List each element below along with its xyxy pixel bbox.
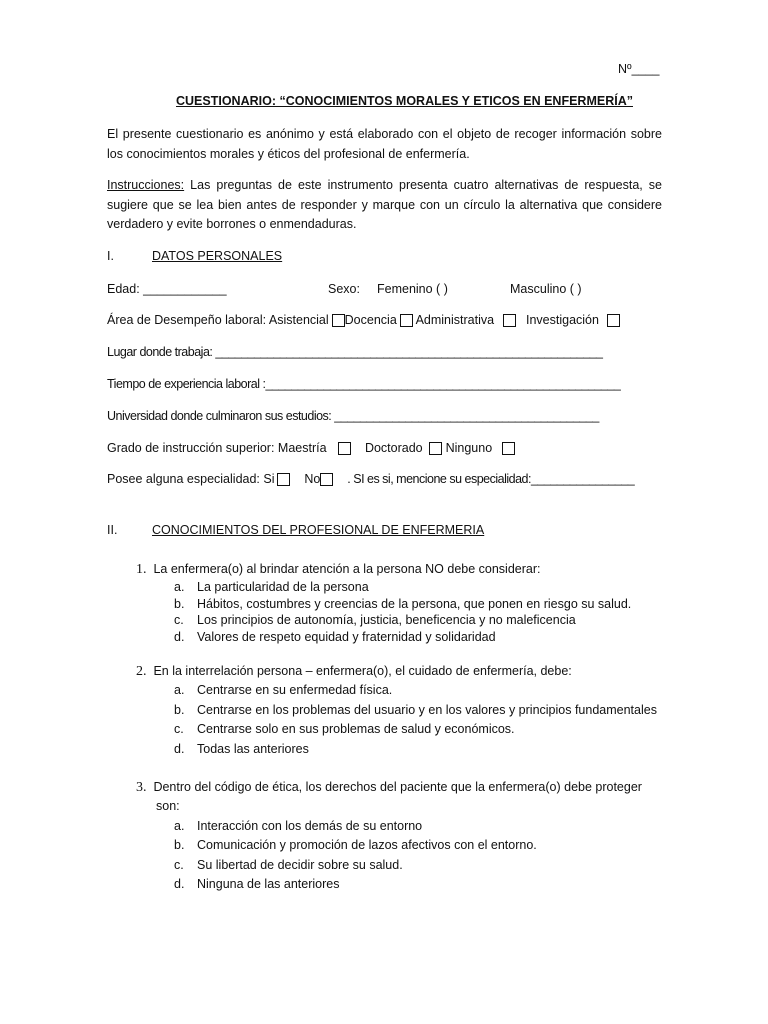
especialidad-label: Posee alguna especialidad: Si: [107, 472, 275, 486]
option-3c[interactable]: [174, 858, 403, 872]
area-investigacion-label: Investigación: [525, 313, 599, 327]
option-1c[interactable]: [174, 613, 576, 627]
especialidad-no-checkbox[interactable]: [320, 473, 333, 486]
area-docencia-label: Docencia: [344, 313, 397, 327]
section1-numeral: I.: [107, 249, 114, 263]
option-letter: d.: [174, 630, 185, 644]
question-text: En la interrelación persona – enfermera(o), el cuidado de enfermería, debe:: [153, 664, 572, 678]
option-text: La particularidad de la persona: [197, 580, 369, 594]
doctorado-checkbox[interactable]: [429, 442, 442, 455]
option-text: Ninguna de las anteriores: [197, 877, 340, 891]
instructions-paragraph: [107, 176, 662, 235]
sexo-masculino-option[interactable]: Masculino ( ): [510, 282, 582, 296]
option-letter: b.: [174, 597, 185, 611]
asistencial-checkbox[interactable]: [332, 314, 345, 327]
area-label: Área de Desempeño laboral: Asistencial: [107, 313, 329, 327]
option-text: Los principios de autonomía, justicia, beneficencia y no maleficencia: [197, 613, 576, 627]
option-text: Centrarse solo en sus problemas de salud y económicos.: [197, 722, 515, 736]
option-1a[interactable]: [174, 580, 369, 594]
option-text: Su libertad de decidir sobre su salud.: [197, 858, 403, 872]
tiempo-experiencia-field[interactable]: Tiempo de experiencia laboral :_______________________________________________________: [107, 377, 621, 391]
instructions-text: Las preguntas de este instrumento presenta cuatro alternativas de respuesta, se sugiere que se lea bien antes de responder y marque con un círculo la alternativa que considere verdadero y evite borrones o enmendaduras.: [107, 178, 662, 231]
question-3: [136, 780, 642, 796]
sexo-femenino-option[interactable]: Femenino ( ): [377, 282, 448, 296]
universidad-field[interactable]: Universidad donde culminaron sus estudios: _________________________________________: [107, 409, 599, 423]
sexo-label: Sexo:: [328, 282, 360, 296]
option-text: Valores de respeto equidad y fraternidad y solidaridad: [197, 630, 496, 644]
question-1: [136, 562, 540, 578]
lugar-trabajo-field[interactable]: Lugar donde trabaja: ____________________________________________________________: [107, 345, 603, 359]
option-3b[interactable]: [174, 838, 537, 852]
option-letter: b.: [174, 838, 185, 852]
option-text: Interacción con los demás de su entorno: [197, 819, 423, 833]
option-text: Hábitos, costumbres y creencias de la persona, que ponen en riesgo su salud.: [197, 597, 632, 611]
grado-ninguno-label: Ninguno: [445, 441, 493, 455]
maestria-checkbox[interactable]: [338, 442, 351, 455]
grado-row: [107, 441, 515, 455]
option-text: Centrarse en su enfermedad física.: [197, 683, 393, 697]
especialidad-no-label: No: [304, 472, 321, 486]
section2-numeral: II.: [107, 523, 118, 537]
document-number: Nº____: [618, 62, 660, 76]
especialidad-row: [107, 472, 634, 486]
section1-title: DATOS PERSONALES: [152, 249, 283, 263]
question-number: 1.: [136, 562, 147, 577]
question-text-line1: Dentro del código de ética, los derechos del paciente que la enfermera(o) debe proteger: [153, 780, 642, 794]
option-2b[interactable]: [174, 703, 657, 717]
administrativa-checkbox[interactable]: [503, 314, 516, 327]
investigacion-checkbox[interactable]: [607, 314, 620, 327]
option-text: Todas las anteriores: [197, 742, 309, 756]
option-letter: d.: [174, 877, 185, 891]
option-letter: a.: [174, 819, 185, 833]
option-1b[interactable]: [174, 597, 631, 611]
option-2c[interactable]: [174, 722, 515, 736]
option-letter: c.: [174, 858, 184, 872]
option-3d[interactable]: [174, 877, 339, 891]
option-text: Centrarse en los problemas del usuario y en los valores y principios fundamentales: [197, 703, 657, 717]
option-letter: c.: [174, 613, 184, 627]
option-letter: c.: [174, 722, 184, 736]
area-administrativa-label: Administrativa: [415, 313, 495, 327]
edad-field[interactable]: Edad: ____________: [107, 282, 227, 296]
option-letter: a.: [174, 580, 185, 594]
area-row: [107, 313, 620, 327]
option-letter: a.: [174, 683, 185, 697]
option-3a[interactable]: [174, 819, 422, 833]
intro-paragraph: El presente cuestionario es anónimo y está elaborado con el objeto de recoger información sobre los conocimientos morales y éticos del profesional de enfermería.: [107, 127, 662, 161]
especialidad-mencione-field[interactable]: . SI es si, mencione su especialidad:________________: [347, 472, 635, 486]
ninguno-checkbox[interactable]: [502, 442, 515, 455]
option-text: Comunicación y promoción de lazos afectivos con el entorno.: [197, 838, 537, 852]
option-letter: d.: [174, 742, 185, 756]
especialidad-si-checkbox[interactable]: [277, 473, 290, 486]
grado-label: Grado de instrucción superior: Maestría: [107, 441, 327, 455]
section2-title: CONOCIMIENTOS DEL PROFESIONAL DE ENFERMERIA: [152, 523, 485, 537]
instructions-label: Instrucciones:: [107, 178, 185, 192]
question-2: [136, 664, 572, 680]
option-1d[interactable]: [174, 630, 496, 644]
option-2a[interactable]: [174, 683, 392, 697]
option-2d[interactable]: [174, 742, 309, 756]
question-number: 3.: [136, 780, 147, 795]
option-letter: b.: [174, 703, 185, 717]
grado-doctorado-label: Doctorado: [364, 441, 423, 455]
question-text-line2: son:: [156, 799, 180, 813]
question-text: La enfermera(o) al brindar atención a la persona NO debe considerar:: [153, 562, 541, 576]
question-number: 2.: [136, 664, 147, 679]
page-title: CUESTIONARIO: “CONOCIMIENTOS MORALES Y ETICOS EN ENFERMERÍA”: [176, 94, 633, 108]
docencia-checkbox[interactable]: [400, 314, 413, 327]
